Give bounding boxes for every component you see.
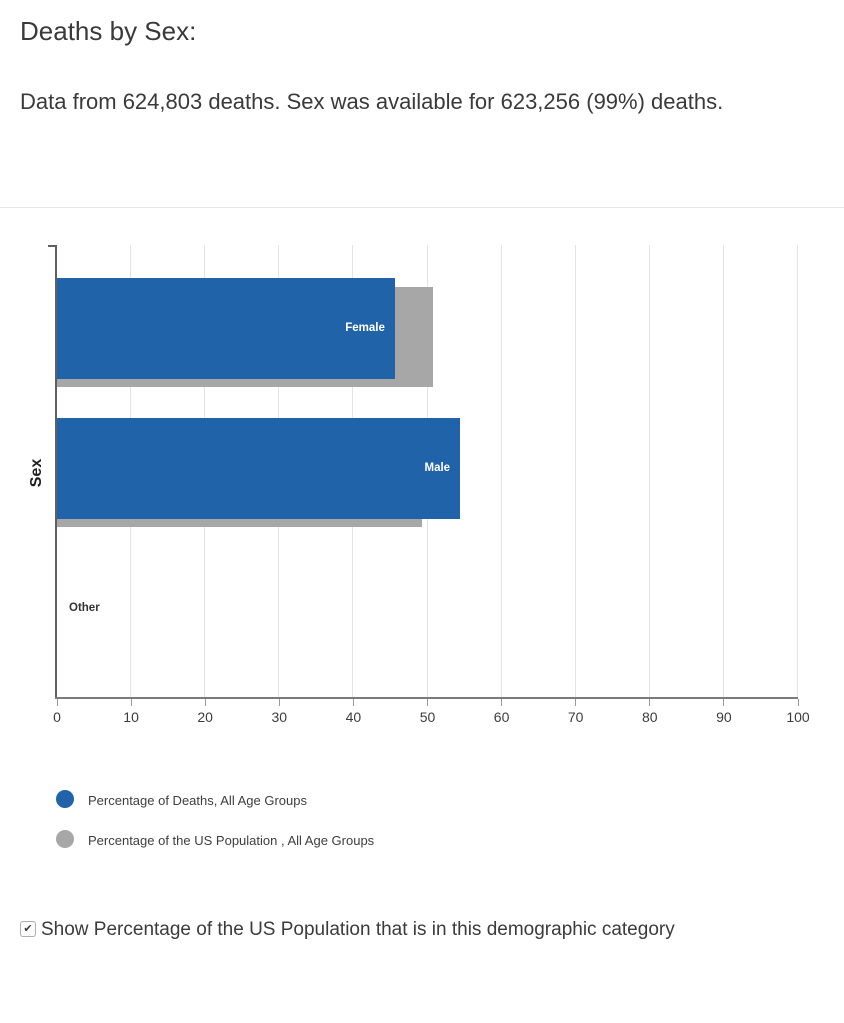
- legend-dot-deaths-icon: [56, 790, 74, 808]
- y-axis-top-tick: [48, 245, 55, 247]
- show-population-checkbox[interactable]: ✔: [20, 921, 36, 937]
- gridline-80: [649, 245, 650, 697]
- legend-label-population: Percentage of the US Population , All Age Groups: [88, 833, 375, 848]
- x-axis-tick-30: [279, 699, 280, 706]
- x-tick-label-20: 20: [197, 709, 213, 725]
- x-axis-tick-60: [501, 699, 502, 706]
- x-tick-label-100: 100: [786, 709, 810, 725]
- x-tick-label-80: 80: [642, 709, 658, 725]
- chart-subtitle: Data from 624,803 deaths. Sex was available for 623,256 (99%) deaths.: [20, 89, 724, 114]
- category-label-female: Female: [345, 322, 385, 334]
- legend-dot-population-icon: [56, 830, 74, 848]
- bar-chart-plot-area: [53, 245, 810, 725]
- x-tick-label-70: 70: [567, 709, 584, 725]
- x-axis-tick-70: [575, 699, 576, 706]
- x-axis-tick-80: [649, 699, 650, 706]
- gridline-100: [797, 245, 798, 697]
- x-tick-label-10: 10: [123, 709, 139, 725]
- deaths-bar-male[interactable]: [57, 418, 460, 519]
- x-axis-tick-40: [353, 699, 354, 706]
- x-tick-label-60: 60: [493, 709, 510, 725]
- gridline-60: [501, 245, 502, 697]
- x-tick-label-30: 30: [271, 709, 288, 725]
- x-axis-tick-0: [57, 699, 58, 706]
- x-tick-label-40: 40: [345, 709, 362, 725]
- show-population-checkbox-label[interactable]: Show Percentage of the US Population that is in this demographic category: [41, 919, 675, 940]
- page-title: Deaths by Sex:: [20, 16, 197, 46]
- x-axis-tick-50: [427, 699, 428, 706]
- deaths-bar-female[interactable]: [57, 278, 395, 379]
- x-axis-tick-20: [205, 699, 206, 706]
- section-divider: [0, 207, 844, 208]
- x-axis-tick-10: [131, 699, 132, 706]
- gridline-90: [723, 245, 724, 697]
- x-tick-label-50: 50: [419, 709, 436, 725]
- x-axis-tick-90: [723, 699, 724, 706]
- gridline-70: [575, 245, 576, 697]
- x-tick-label-0: 0: [53, 709, 61, 725]
- x-tick-label-90: 90: [716, 709, 732, 725]
- y-axis-label: Sex: [28, 458, 45, 488]
- legend-label-deaths: Percentage of Deaths, All Age Groups: [88, 793, 307, 808]
- x-axis-tick-100: [798, 699, 799, 706]
- category-label-other: Other: [69, 602, 100, 614]
- category-label-male: Male: [424, 462, 451, 474]
